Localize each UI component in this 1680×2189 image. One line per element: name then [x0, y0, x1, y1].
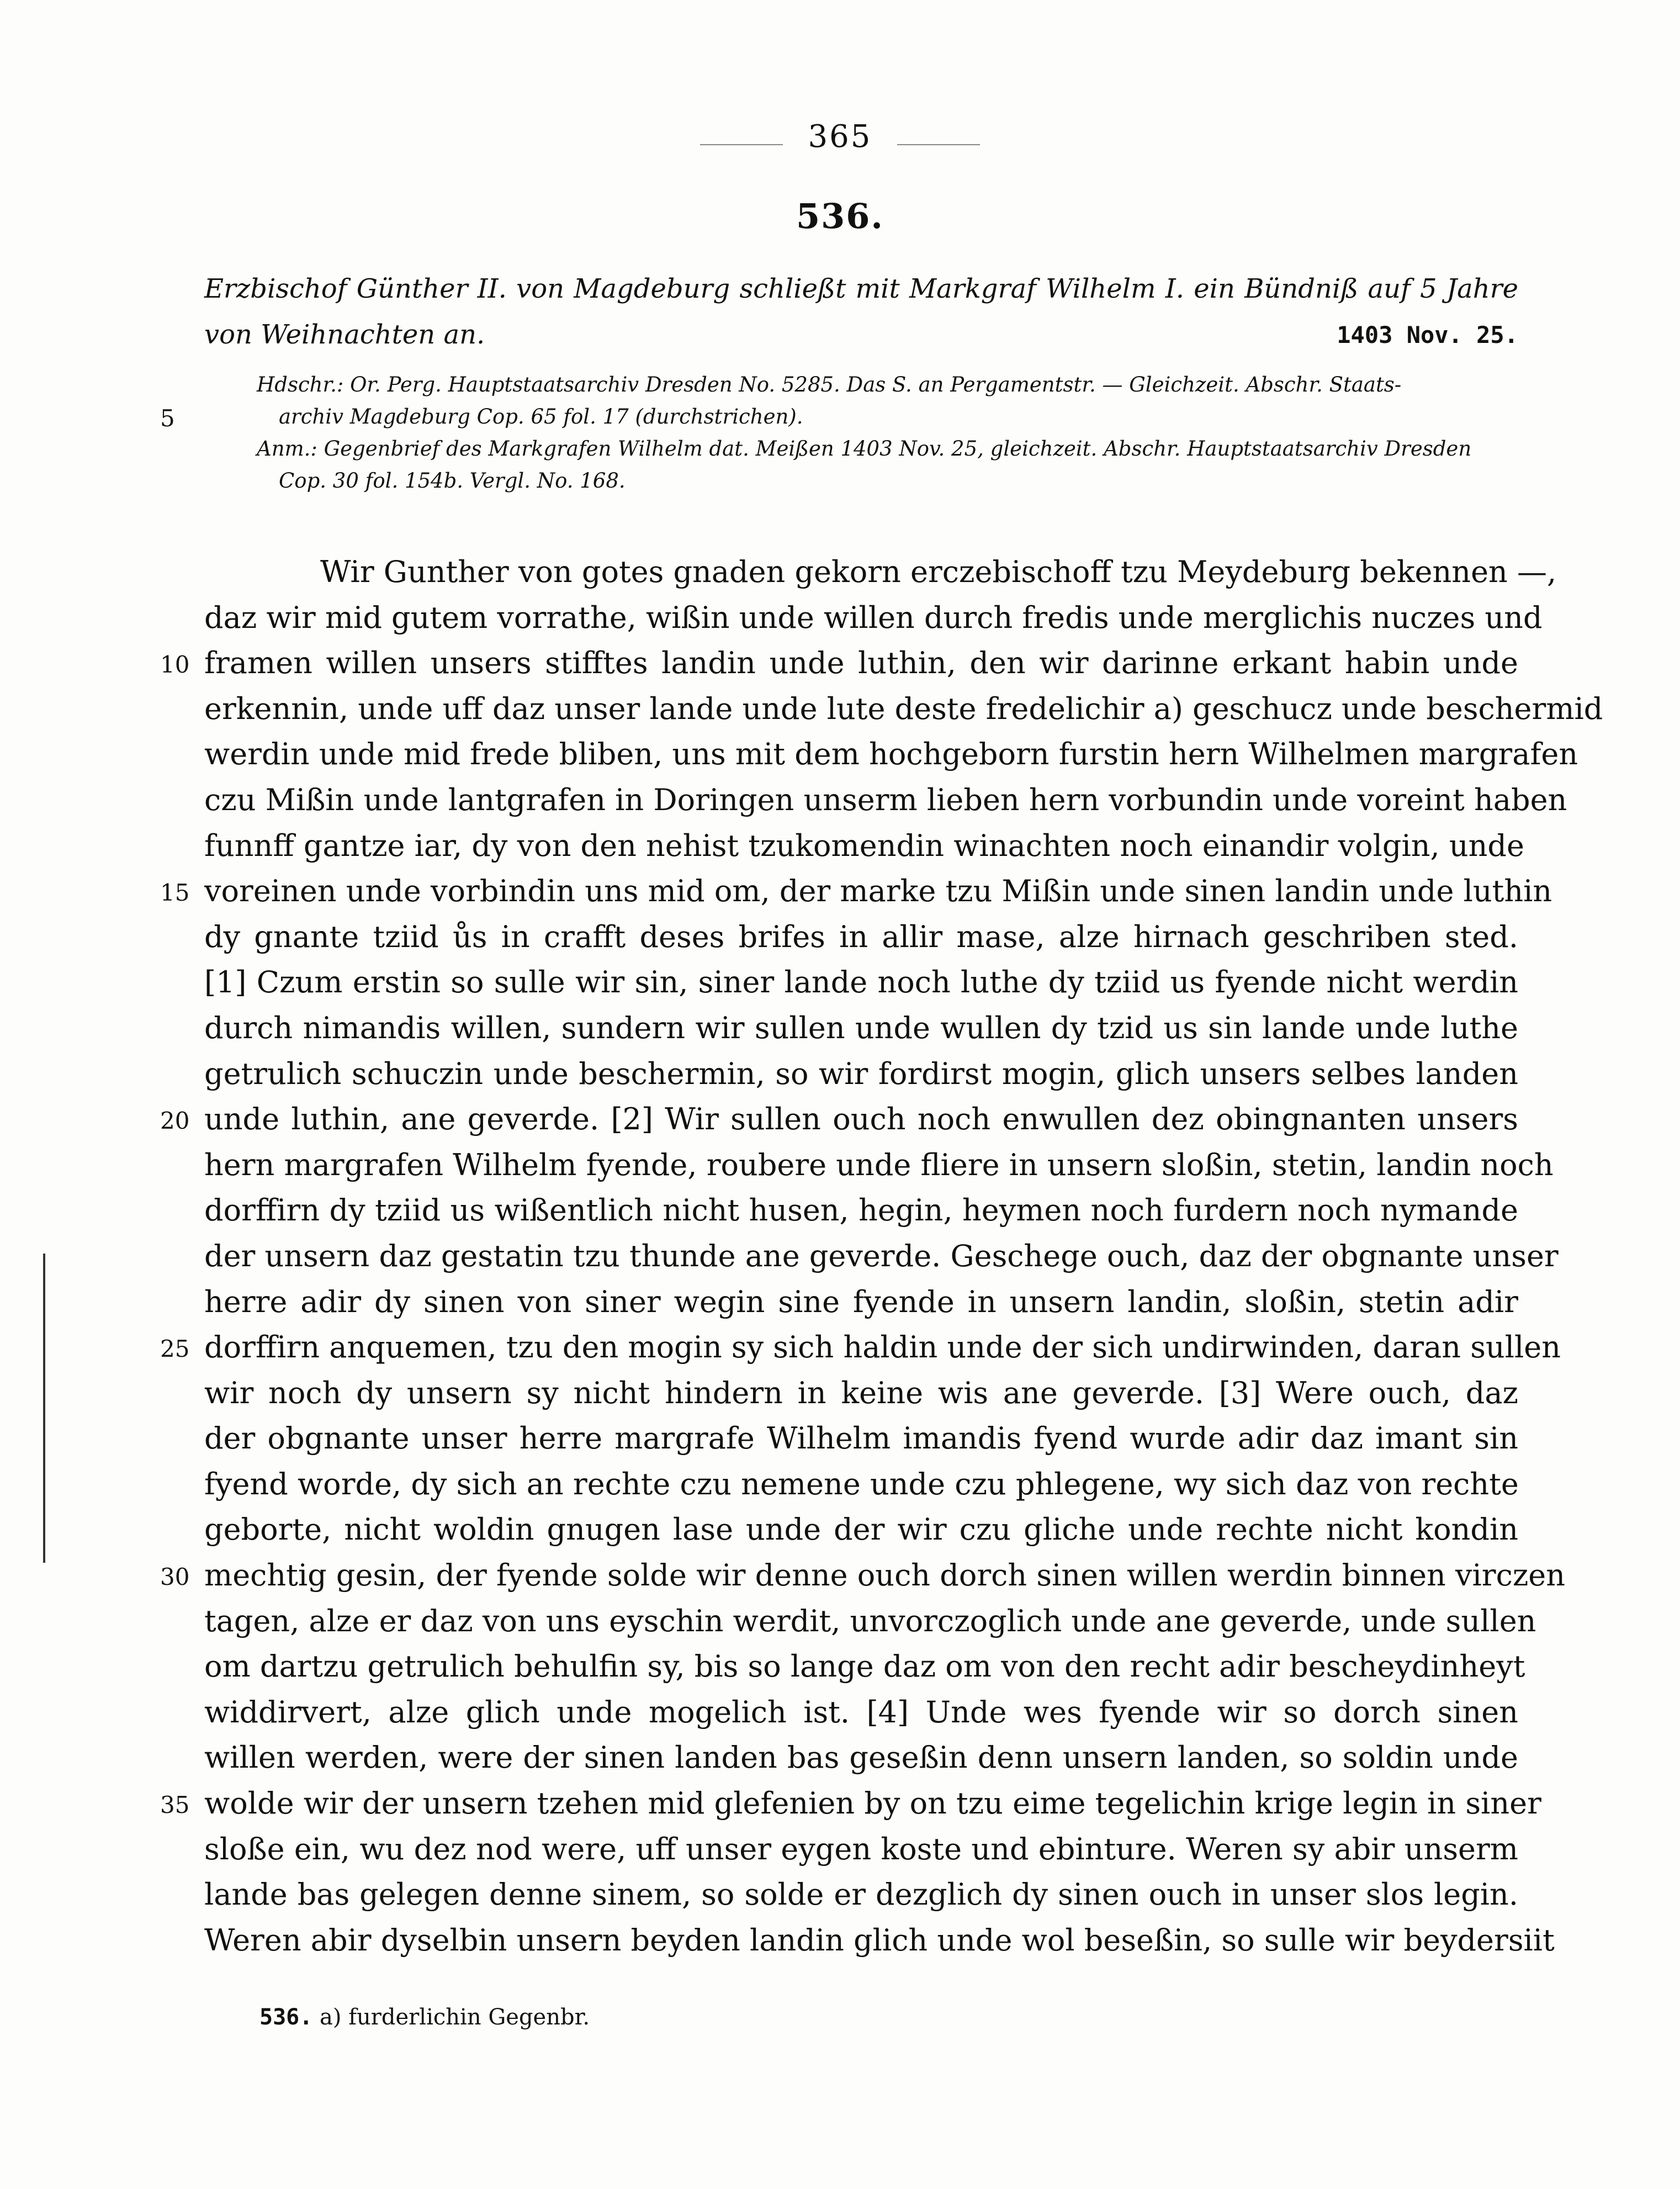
text-line: erkennin, unde uff daz unser lande unde lute deste fredelichir a) geschucz unde beschermid [204, 691, 1603, 726]
text-line: dorffirn dy tziid us wißentlich nicht husen, hegin, heymen noch furdern noch nymande [204, 1193, 1518, 1228]
text-line: getrulich schuczin unde beschermin, so wir fordirst mogin, glich unsers selbes landen [204, 1056, 1518, 1091]
line-number: 10 [160, 651, 190, 678]
text-line: werdin unde mid frede bliben, uns mit dem hochgeborn furstin hern Wilhelmen margrafen [204, 737, 1578, 772]
text-line: [1] Czum erstin so sulle wir sin, siner lande noch luthe dy tziid us fyende nicht werdin [204, 965, 1518, 1000]
document-number: 536. [796, 196, 884, 236]
line-number: 30 [160, 1563, 190, 1590]
note-line: archiv Magdeburg Cop. 65 fol. 17 (durchstrichen). [279, 405, 803, 429]
regest-date: 1403 Nov. 25. [1337, 321, 1518, 348]
text-line: dy gnante tziid ůs in crafft deses brifes in allir mase, alze hirnach geschriben sted. [204, 919, 1518, 954]
page-header [0, 119, 1680, 155]
footnote-number: 536. [259, 2005, 313, 2030]
text-line: wolde wir der unsern tzehen mid glefenien by on tzu eime tegelichin krige legin in siner [204, 1786, 1541, 1821]
text-line: widdirvert, alze glich unde mogelich ist. [4] Unde wes fyende wir so dorch sinen [204, 1694, 1518, 1730]
text-line: voreinen unde vorbindin uns mid om, der marke tzu Mißin unde sinen landin unde luthin [204, 874, 1552, 909]
line-number: 25 [160, 1335, 190, 1362]
source-notes [257, 369, 1521, 497]
note-line: Anm.: Gegenbrief des Markgrafen Wilhelm dat. Meißen 1403 Nov. 25, gleichzeit. Abschr. Hauptstaatsarchiv Dresden [257, 437, 1472, 461]
header-rule-left [700, 144, 783, 145]
text-line: der unsern daz gestatin tzu thunde ane geverde. Geschege ouch, daz der obgnante unser [204, 1238, 1559, 1273]
text-line: unde luthin, ane geverde. [2] Wir sullen ouch noch enwullen dez obingnanten unsers [204, 1102, 1518, 1137]
page-number: 365 [808, 119, 872, 155]
text-line: der obgnante unser herre margrafe Wilhelm imandis fyend wurde adir daz imant sin [204, 1421, 1518, 1456]
note-line: Hdschr.: Or. Perg. Hauptstaatsarchiv Dresden No. 5285. Das S. an Pergamentstr. — Gleichzeit. Abschr. Staats- [257, 373, 1402, 396]
charter-text [204, 549, 1603, 1963]
text-line: herre adir dy sinen von siner wegin sine fyende in unsern landin, sloßin, stetin adir [204, 1284, 1518, 1319]
text-line: framen willen unsers stifftes landin unde luthin, den wir darinne erkant habin unde [204, 646, 1518, 681]
text-line: om dartzu getrulich behulfin sy, bis so lange daz om von den recht adir bescheydinheyt [204, 1649, 1525, 1684]
header-rule-right [897, 144, 980, 145]
scan-edge-mark [43, 1254, 45, 1563]
footnote-text: a) furderlichin Gegenbr. [320, 2005, 590, 2030]
text-line: fyend worde, dy sich an rechte czu nemene unde czu phlegene, wy sich daz von rechte [204, 1466, 1519, 1501]
footnote [259, 2005, 590, 2030]
regest-text: Erzbischof Günther II. von Magdeburg schließt mit Markgraf Wilhelm I. ein Bündniß auf 5 Jahre von Weihnachten an. [204, 273, 1518, 350]
text-line: funnff gantze iar, dy von den nehist tzukomendin winachten noch einandir volgin, unde [204, 828, 1524, 863]
line-number: 35 [160, 1791, 190, 1818]
line-number: 5 [160, 405, 175, 432]
note-line: Cop. 30 fol. 154b. Vergl. No. 168. [279, 469, 626, 493]
text-line: durch nimandis willen, sundern wir sullen unde wullen dy tzid us sin lande unde luthe [204, 1010, 1518, 1045]
line-number: 20 [160, 1107, 190, 1134]
text-line: geborte, nicht woldin gnugen lase unde der wir czu gliche unde rechte nicht kondin [204, 1512, 1518, 1547]
text-line: czu Mißin unde lantgrafen in Doringen unserm lieben hern vorbundin unde voreint haben [204, 782, 1567, 817]
text-line: mechtig gesin, der fyende solde wir denne ouch dorch sinen willen werdin binnen virczen [204, 1558, 1566, 1593]
regest-summary [204, 266, 1518, 358]
text-line: tagen, alze er daz von uns eyschin werdit, unvorczoglich unde ane geverde, unde sullen [204, 1603, 1536, 1638]
text-line: Weren abir dyselbin unsern beyden landin glich unde wol beseßin, so sulle wir beydersiit [204, 1922, 1555, 1958]
text-line: daz wir mid gutem vorrathe, wißin unde willen durch fredis unde merglichis nuczes und [204, 600, 1543, 635]
text-line: lande bas gelegen denne sinem, so solde er dezglich dy sinen ouch in unser slos legin. [204, 1877, 1518, 1912]
text-line: willen werden, were der sinen landen bas geseßin denn unsern landen, so soldin unde [204, 1740, 1518, 1775]
text-line: sloße ein, wu dez nod were, uff unser eygen koste und ebinture. Weren sy abir unserm [204, 1831, 1518, 1867]
text-line: dorffirn anquemen, tzu den mogin sy sich haldin unde der sich undirwinden, daran sullen [204, 1330, 1561, 1365]
text-line: Wir Gunther von gotes gnaden gekorn erczebischoff tzu Meydeburg bekennen —, [320, 554, 1557, 589]
text-line: hern margrafen Wilhelm fyende, roubere unde fliere in unsern sloßin, stetin, landin noch [204, 1147, 1554, 1182]
line-number: 15 [160, 879, 190, 906]
text-line: wir noch dy unsern sy nicht hindern in keine wis ane geverde. [3] Were ouch, daz [204, 1375, 1518, 1410]
